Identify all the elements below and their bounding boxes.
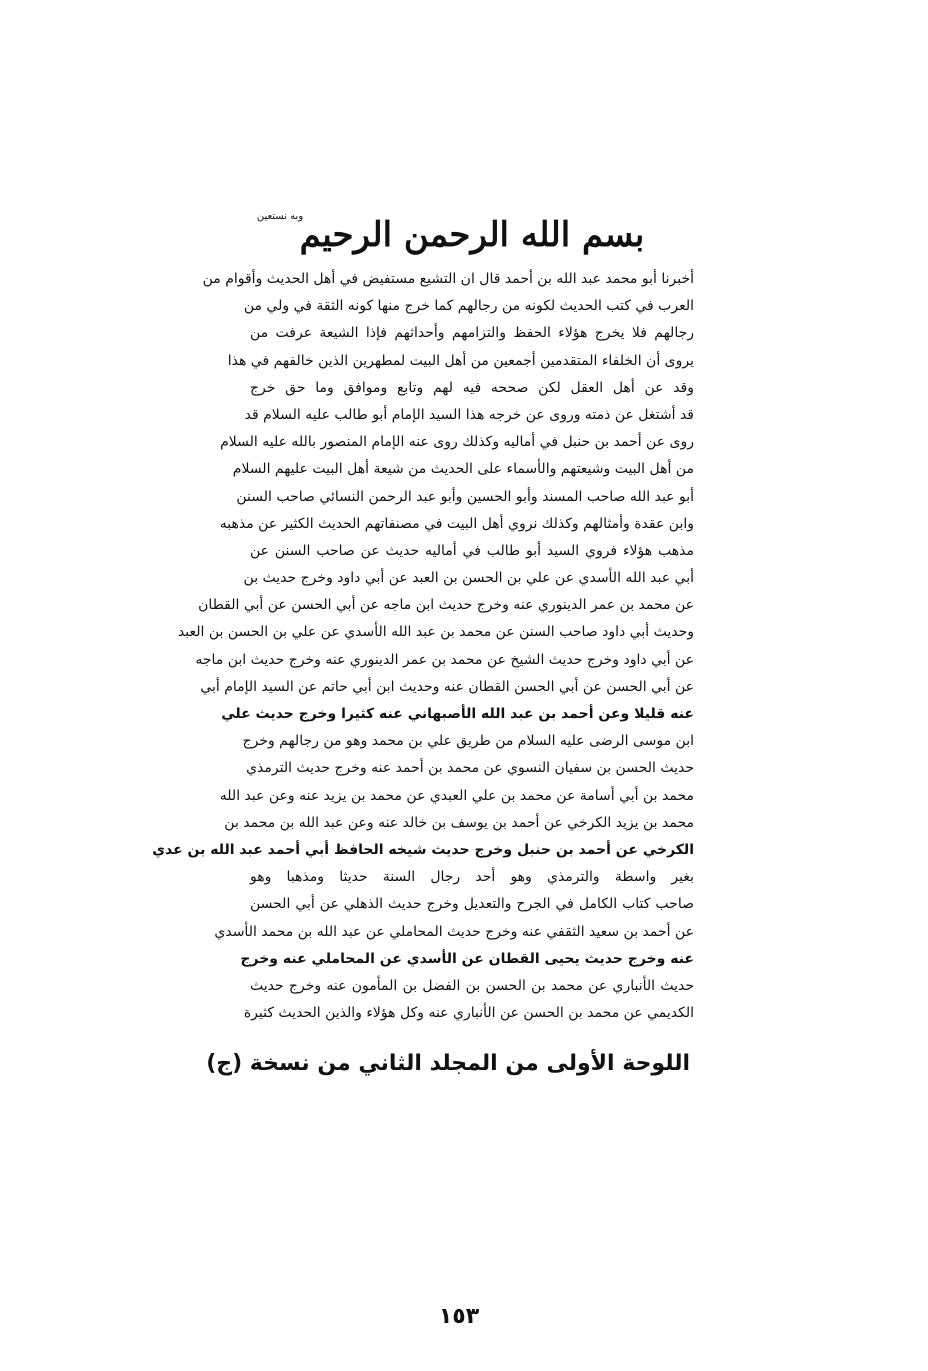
manuscript-line: أبي عبد الله الأسدي عن علي بن الحسن بن العبد عن أبي داود وخرج حديث بن [243, 570, 694, 587]
manuscript-line: صاحب كتاب الكامل في الجرح والتعديل وخرج حديث الذهلي عن أبي الحسن [250, 896, 694, 913]
manuscript-line: روى عن أحمد بن حنبل في أماليه وكذلك روى عنه الإمام المنصور بالله عليه السلام [220, 434, 694, 451]
plate-caption: اللوحة الأولى من المجلد الثاني من نسخة (ج) [206, 1051, 690, 1076]
manuscript-line: محمد بن يزيد الكرخي عن أحمد بن يوسف بن خالد عنه وعن عبد الله بن محمد بن [224, 814, 694, 831]
manuscript-line: رجالهم فلا يخرج هؤلاء الحفظ والتزامهم وأحداثهم فإذا الشيعة عرفت من [250, 325, 694, 342]
manuscript-line: بغير واسطة والترمذي وهو أحد رجال السنة حديثا ومذهبا وهو [250, 869, 694, 886]
manuscript-line: الكرخي عن أحمد بن حنبل وخرج حديث شيخه الحافظ أبي أحمد عبد الله بن عدي [152, 841, 694, 858]
manuscript-line: قد أشتغل عن ذمته وروى عن خرجه هذا السيد الإمام أبو طالب عليه السلام قد [244, 406, 694, 423]
basmala-heading: بسم الله الرحمن الرحيم [299, 215, 645, 255]
manuscript-line: ابن موسى الرضى عليه السلام من طريق علي بن محمد وهو من رجالهم وخرج [242, 733, 694, 750]
page-number: ١٥٣ [438, 1304, 480, 1329]
manuscript-line: عنه قليلا وعن أحمد بن عبد الله الأصبهاني عنه كثيرا وخرج حديث علي [221, 706, 694, 722]
manuscript-line: وقد عن أهل العقل لكن صححه فيه لهم وتابع وموافق وما حق خرج [250, 379, 694, 396]
manuscript-line: من أهل البيت وشيعتهم والأسماء على الحديث من شيعة أهل البيت عليهم السلام [232, 461, 694, 478]
header-sidenote: وبه نستعين [256, 211, 304, 222]
manuscript-line: عن أبي الحسن عن أبي الحسن القطان عنه وحديث ابن أبي حاتم عن السيد الإمام أبي [200, 678, 694, 695]
manuscript-line: حديث الحسن بن سفيان النسوي عن محمد بن أحمد عنه وخرج حديث الترمذي [246, 760, 694, 777]
manuscript-line: عن أبي داود وخرج حديث الشيخ عن محمد بن عمر الدينوري عنه وخرج حديث ابن ماجه [195, 651, 694, 668]
manuscript-line: يروى أن الخلفاء المتقدمين أجمعين من أهل البيت لمطهرين الذين خالفهم في هذا [227, 352, 694, 369]
manuscript-line: أبو عبد الله صاحب المسند وأبو الحسين وأبو عبد الرحمن النسائي صاحب السنن [236, 488, 694, 505]
manuscript-line: العرب في كتب الحديث لكونه من رجالهم كما خرج منها كونه الثقة في ولي من [243, 298, 694, 315]
manuscript-line: حديث الأنباري عن محمد بن الحسن بن الفضل بن المأمون عنه وخرج حديث [250, 977, 694, 994]
manuscript-line: محمد بن أبي أسامة عن محمد بن علي العبدي عن محمد بن يزيد عنه وعن عبد الله [219, 787, 694, 804]
manuscript-line: عن أحمد بن سعيد الثقفي عنه وخرج حديث المحاملي عن عبد الله بن محمد الأسدي [214, 923, 694, 940]
manuscript-line: الكديمي عن محمد بن الحسن عن الأنباري عنه وكل هؤلاء والذين الحديث كثيرة [243, 1005, 694, 1022]
manuscript-line: وحديث أبي داود صاحب السنن عن محمد بن عبد الله الأسدي عن علي بن الحسن بن العبد [177, 624, 694, 641]
manuscript-line: وابن عقدة وأمثالهم وكذلك نروي أهل البيت في مصنفاتهم الحديث الكثير عن مذهبه [219, 515, 694, 532]
manuscript-line: عن محمد بن عمر الدينوري عنه وخرج حديث ابن ماجه عن أبي الحسن عن أبي القطان [198, 597, 694, 614]
manuscript-line: عنه وخرج حديث يحيى القطان عن الأسدي عن المحاملي عنه وخرج [240, 950, 694, 967]
manuscript-image [152, 196, 694, 1030]
manuscript-text-block [152, 266, 694, 1027]
manuscript-line: مذهب هؤلاء فروي السيد أبو طالب في أماليه حديث عن صاحب السنن عن [250, 542, 694, 559]
manuscript-line: أخبرنا أبو محمد عبد الله بن أحمد قال ان التشيع مستفيض في أهل الحديث وأقوام من [202, 271, 694, 287]
